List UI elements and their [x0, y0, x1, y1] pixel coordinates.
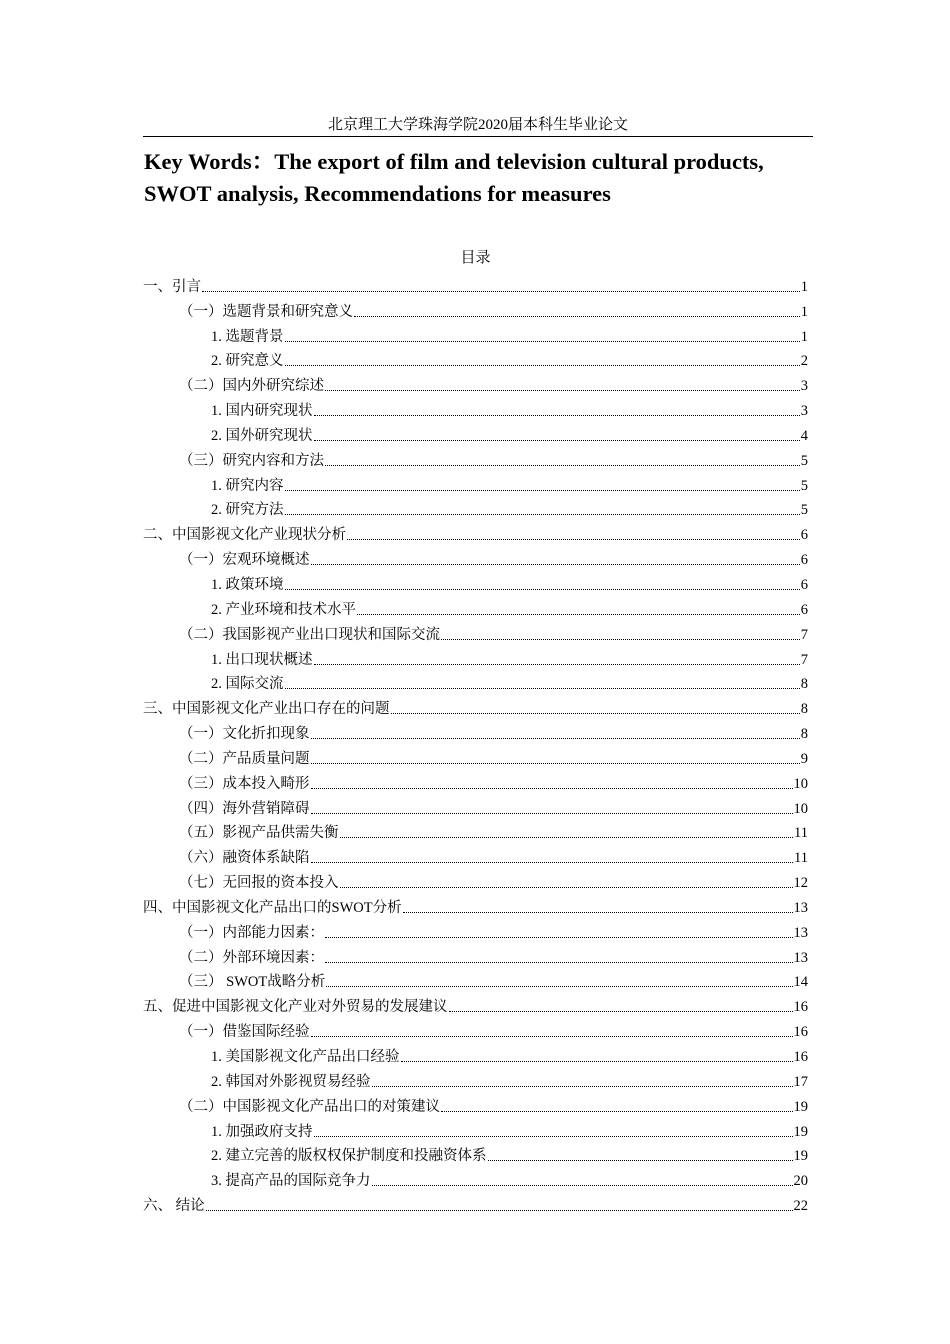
toc-entry-label: （五）影视产品供需失衡	[179, 825, 339, 842]
toc-page-number: 16	[793, 1049, 808, 1065]
toc-entry-label: 2. 韩国对外影视贸易经验	[211, 1073, 371, 1090]
toc-dot-leader	[311, 813, 793, 814]
toc-entry[interactable]	[143, 794, 808, 819]
toc-entry[interactable]	[143, 769, 808, 794]
toc-entry-label: （二）我国影视产业出口现状和国际交流	[179, 626, 440, 643]
toc-dot-leader	[449, 1011, 793, 1012]
toc-entry[interactable]	[143, 645, 808, 670]
toc-page-number: 4	[800, 427, 808, 444]
toc-entry-label: 四、中国影视文化产品出口的SWOT分析	[143, 899, 402, 916]
toc-entry-label: 三、中国影视文化产业出口存在的问题	[143, 701, 390, 718]
toc-dot-leader	[285, 514, 800, 515]
toc-page-number: 6	[800, 601, 808, 618]
toc-page-number: 19	[793, 1123, 808, 1140]
page-header: 北京理工大学珠海学院2020届本科生毕业论文	[327, 117, 628, 133]
toc-entry[interactable]	[143, 744, 808, 769]
toc-entry-label: 1. 选题背景	[211, 328, 284, 345]
toc-dot-leader	[311, 1036, 793, 1037]
toc-page-number: 22	[793, 1198, 808, 1215]
keywords-block	[144, 146, 824, 210]
toc-page-number: 13	[793, 924, 808, 941]
toc-page-number: 1	[800, 278, 808, 295]
toc-entry[interactable]	[143, 1191, 808, 1216]
toc-entry[interactable]	[143, 570, 808, 595]
toc-entry-label: 2. 研究意义	[211, 353, 284, 370]
toc-dot-leader	[403, 912, 793, 913]
toc-page-number: 6	[800, 527, 808, 544]
toc-entry[interactable]	[143, 545, 808, 570]
toc-dot-leader	[391, 713, 800, 714]
toc-entry[interactable]	[143, 297, 808, 322]
toc-entry-label: （一）宏观环境概述	[179, 552, 310, 569]
toc-entry[interactable]	[143, 272, 808, 297]
toc-page-number: 1	[800, 328, 808, 345]
toc-entry[interactable]	[143, 1042, 808, 1067]
toc-dot-leader	[354, 316, 800, 317]
toc-dot-leader	[285, 341, 800, 342]
toc-dot-leader	[311, 738, 800, 739]
toc-dot-leader	[311, 763, 800, 764]
toc-page-number: 13	[793, 899, 808, 916]
toc-entry[interactable]	[143, 1142, 808, 1167]
toc-dot-leader	[326, 986, 792, 987]
toc-entry-label: 二、中国影视文化产业现状分析	[143, 527, 346, 544]
toc-entry[interactable]	[143, 843, 808, 868]
toc-entry[interactable]	[143, 868, 808, 893]
toc-dot-leader	[401, 1061, 793, 1062]
toc-entry[interactable]	[143, 918, 808, 943]
toc-entry-label: 1. 出口现状概述	[211, 651, 313, 668]
toc-page-number: 11	[794, 825, 808, 842]
toc-dot-leader	[314, 440, 800, 441]
toc-entry-label: （四）海外营销障碍	[179, 800, 310, 817]
toc-page-number: 6	[800, 576, 808, 593]
toc-dot-leader	[285, 490, 800, 491]
toc-page-number: 7	[800, 651, 808, 668]
toc-dot-leader	[441, 1111, 793, 1112]
toc-page-number: 2	[800, 353, 808, 370]
toc-entry-label: （一）选题背景和研究意义	[179, 303, 353, 320]
toc-dot-leader	[314, 415, 800, 416]
toc-entry-label: 1. 研究内容	[211, 477, 284, 494]
toc-page-number: 10	[793, 775, 808, 792]
toc-entry-label: 2. 产业环境和技术水平	[211, 601, 356, 618]
toc-entry[interactable]	[143, 719, 808, 744]
toc-page-number: 7	[800, 626, 808, 643]
toc-entry-label: （二）国内外研究综述	[179, 378, 324, 395]
toc-entry[interactable]	[143, 992, 808, 1017]
toc-entry-label: 3. 提高产品的国际竞争力	[211, 1173, 371, 1190]
toc-page-number: 16	[793, 999, 808, 1016]
toc-dot-leader	[347, 539, 800, 540]
toc-entry-label: 2. 建立完善的版权权保护制度和投融资体系	[211, 1148, 487, 1165]
toc-entry[interactable]	[143, 694, 808, 719]
toc-dot-leader	[325, 390, 800, 391]
toc-dot-leader	[314, 664, 800, 665]
toc-page-number: 19	[793, 1148, 808, 1165]
toc-entry[interactable]	[143, 1117, 808, 1142]
toc-dot-leader	[311, 788, 793, 789]
toc-dot-leader	[488, 1160, 793, 1161]
toc-page-number: 14	[793, 974, 808, 991]
toc-page-number: 8	[800, 676, 808, 693]
toc-dot-leader	[202, 291, 800, 292]
toc-entry[interactable]	[143, 396, 808, 421]
toc-entry[interactable]	[143, 893, 808, 918]
toc-entry-label: 1. 美国影视文化产品出口经验	[211, 1049, 400, 1065]
toc-dot-leader	[285, 365, 800, 366]
toc-dot-leader	[340, 887, 793, 888]
header-rule	[143, 136, 813, 137]
toc-entry-label: （三） SWOT战略分析	[179, 974, 326, 991]
toc-page-number: 3	[800, 403, 808, 420]
toc-entry-label: （二）外部环境因素：	[179, 949, 324, 966]
toc-entry-label: （一）内部能力因素：	[179, 924, 324, 941]
toc-page-number: 5	[800, 452, 808, 469]
keywords-line-1: Key Words：The export of film and television cultural products,	[144, 149, 764, 174]
toc-entry-label: （二）产品质量问题	[179, 750, 310, 767]
toc-page-number: 8	[800, 701, 808, 718]
toc-entry-label: （一）文化折扣现象	[179, 726, 310, 743]
toc-entry-label: 五、促进中国影视文化产业对外贸易的发展建议	[143, 999, 448, 1016]
toc-entry[interactable]	[143, 421, 808, 446]
toc-entry-label: 2. 国际交流	[211, 676, 284, 693]
toc-page-number: 11	[794, 850, 808, 867]
toc-dot-leader	[340, 837, 794, 838]
toc-page-number: 17	[793, 1073, 808, 1090]
toc-dot-leader	[325, 962, 793, 963]
toc-entry-label: 六、 结论	[143, 1198, 205, 1215]
table-of-contents	[143, 272, 808, 1216]
toc-dot-leader	[311, 564, 800, 565]
toc-dot-leader	[314, 1136, 793, 1137]
toc-dot-leader	[441, 639, 800, 640]
toc-entry[interactable]	[143, 620, 808, 645]
toc-page-number: 9	[800, 750, 808, 767]
toc-entry[interactable]	[143, 471, 808, 496]
toc-entry-label: 一、引言	[143, 278, 201, 295]
toc-page-number: 12	[793, 875, 808, 892]
toc-dot-leader	[372, 1086, 793, 1087]
toc-entry-label: （七）无回报的资本投入	[179, 875, 339, 892]
toc-page-number: 19	[793, 1098, 808, 1115]
toc-entry-label: 1. 政策环境	[211, 576, 284, 593]
toc-page-number: 5	[800, 502, 808, 519]
toc-entry[interactable]	[143, 595, 808, 620]
toc-entry-label: （三）研究内容和方法	[179, 452, 324, 469]
toc-entry-label: （二）中国影视文化产品出口的对策建议	[179, 1098, 440, 1115]
toc-entry[interactable]	[143, 371, 808, 396]
toc-entry[interactable]	[143, 347, 808, 372]
toc-dot-leader	[372, 1185, 793, 1186]
toc-dot-leader	[206, 1210, 793, 1211]
toc-entry[interactable]	[143, 670, 808, 695]
toc-page-number: 1	[800, 303, 808, 320]
toc-entry[interactable]	[143, 520, 808, 545]
keywords-line-2: SWOT analysis, Recommendations for measures	[144, 181, 611, 206]
toc-entry[interactable]	[143, 819, 808, 844]
toc-page-number: 16	[793, 1024, 808, 1041]
toc-entry-label: （一）借鉴国际经验	[179, 1024, 310, 1041]
toc-entry-label: 1. 加强政府支持	[211, 1123, 313, 1140]
toc-dot-leader	[311, 862, 794, 863]
toc-entry-label: 2. 研究方法	[211, 502, 284, 519]
toc-page-number: 3	[800, 378, 808, 395]
toc-entry-label: （六）融资体系缺陷	[179, 850, 310, 867]
toc-entry[interactable]	[143, 1017, 808, 1042]
toc-entry[interactable]	[143, 446, 808, 471]
toc-entry-label: （三）成本投入畸形	[179, 775, 310, 792]
toc-page-number: 6	[800, 552, 808, 569]
toc-entry[interactable]	[143, 1067, 808, 1092]
toc-dot-leader	[325, 465, 800, 466]
toc-page-number: 10	[793, 800, 808, 817]
toc-entry[interactable]	[143, 322, 808, 347]
toc-page-number: 5	[800, 477, 808, 494]
toc-entry-label: 1. 国内研究现状	[211, 403, 313, 420]
toc-title: 目录	[460, 250, 491, 266]
toc-entry[interactable]	[143, 943, 808, 968]
toc-page-number: 20	[793, 1173, 808, 1190]
toc-dot-leader	[357, 614, 800, 615]
toc-entry[interactable]	[143, 968, 808, 993]
toc-entry[interactable]	[143, 1166, 808, 1191]
toc-entry[interactable]	[143, 1092, 808, 1117]
toc-dot-leader	[285, 688, 800, 689]
toc-entry[interactable]	[143, 496, 808, 521]
toc-page-number: 8	[800, 726, 808, 743]
toc-dot-leader	[325, 937, 793, 938]
toc-entry-label: 2. 国外研究现状	[211, 427, 313, 444]
toc-dot-leader	[285, 589, 800, 590]
toc-page-number: 13	[793, 949, 808, 966]
